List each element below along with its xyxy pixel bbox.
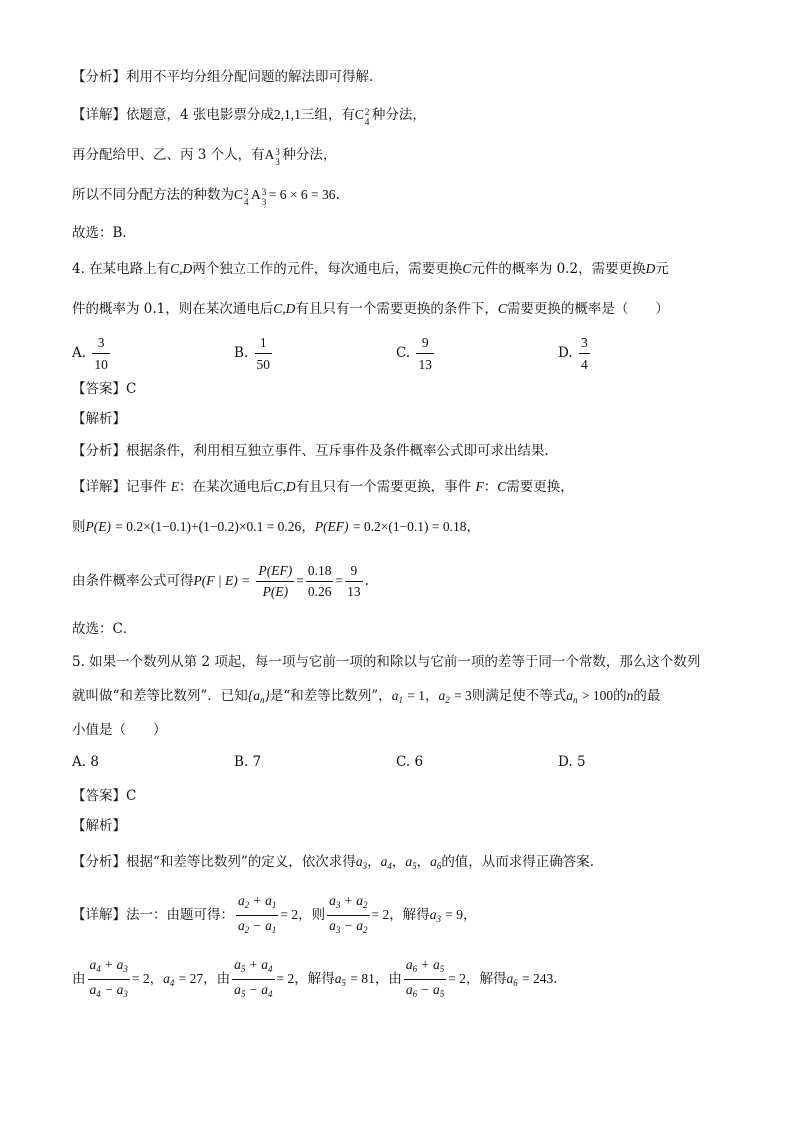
q4-calc1-expr: = 0.2×(1−0.1)+(1−0.2)×0.1 = 0.26	[115, 519, 302, 534]
q5-answer: 【答案】C	[72, 788, 137, 804]
q5-line2-end: .	[553, 971, 558, 987]
q5-option-b-letter: B.	[234, 754, 249, 770]
q4-calc-line1	[72, 517, 480, 537]
q5-analysis-terms: $a_3$，$a_4$，$a_5$，$a_6$	[355, 854, 442, 871]
q4-jiexi: 【解析】	[72, 411, 126, 427]
q5-line2-by3: 由	[388, 971, 402, 987]
q5-a1-value: = 1	[407, 688, 425, 703]
q4-option-b-letter: B.	[234, 345, 249, 361]
q4-option-c-fraction	[416, 332, 434, 375]
q4-calc2-f2-num: 0.18	[306, 561, 334, 582]
q4-stem1-d: 元件的概率为 0.2，需要更换	[471, 261, 646, 277]
q5-jiexi: 【解析】	[72, 818, 126, 834]
q4-stem2-cd: C,D	[273, 301, 296, 316]
q4-analysis: 【分析】根据条件，利用相互独立事件、互斥事件及条件概率公式即可求出结果.	[72, 443, 549, 459]
q4-stem-line1	[72, 259, 669, 279]
q5-eq4-rhs: = 2	[276, 971, 295, 986]
q4-detail-event-e: E	[170, 479, 180, 494]
q4-stem1-c: C	[462, 261, 472, 276]
q5-analysis-b: 的值，从而求得正确答案.	[441, 854, 595, 870]
q3-arrangement: A 3 3	[264, 147, 280, 167]
q4-detail-d: ：	[483, 479, 498, 495]
q5-a4-value: = 27	[178, 971, 204, 986]
q4-option-c-num: 9	[416, 332, 434, 354]
q4-calc2-fraction-3	[345, 561, 363, 602]
q3-detail-end: 种分法，	[371, 107, 426, 123]
q5-detail-b: ，则	[298, 907, 326, 923]
q5-option-d-letter: D.	[558, 754, 573, 770]
q4-calc2-f3-den: 13	[347, 584, 361, 599]
q4-option-c-letter: C.	[396, 345, 411, 361]
q4-option-b-den: 50	[256, 357, 271, 372]
q5-option-c-letter: C.	[396, 754, 411, 770]
q3-result: = 6 × 6 = 36	[268, 187, 336, 202]
q5-option-c-value: 6	[414, 754, 424, 770]
q5-frac-a2-a1: $\frac{a_2 + a_1}{a_2 - a_1}$	[238, 893, 277, 935]
q5-a4: $a_4$	[163, 971, 175, 988]
q5-n: n	[626, 688, 634, 703]
q4-calc2-fraction-2	[306, 561, 334, 602]
q5-eq2-rhs: = 2	[371, 907, 390, 922]
q4-calc2-lhs: P(F | E) =	[193, 573, 251, 588]
q4-detail	[72, 477, 574, 497]
q5-stem2-sep: ，	[424, 688, 439, 704]
q4-answer: 【答案】C	[72, 381, 137, 397]
q4-option-b-fraction	[255, 332, 273, 375]
q5-detail-line2: 由 $\frac{a_4 + a_3}{a_4 - a_3}$ = 2，$a_4 = 27$，由 $\frac{a_5 + a_4}{a_5 - a_4}$ = 2，解得$a_5 = 81$，由 $\frac{a_6 + a_5}{a_6 - a_5}$ = 2，解得$a_6 = 243$.	[72, 955, 558, 1006]
q4-calc2-f1-den: P(E)	[262, 584, 289, 599]
q5-line2-solve1: ，解得	[294, 971, 335, 987]
q5-detail-line1	[72, 891, 477, 942]
q5-option-d-value: 5	[576, 754, 586, 770]
q4-stem1-e: D	[645, 261, 656, 276]
q5-frac-a6-a5: $\frac{a_6 + a_5}{a_6 - a_5}$	[405, 957, 445, 999]
q4-calc2-end: .	[364, 573, 369, 589]
q5-stem2-a: 就叫做“和差等比数列”．已知	[72, 688, 248, 704]
q5-frac-a5-a4: $\frac{a_5 + a_4}{a_5 - a_4}$	[234, 957, 273, 999]
q4-calc2-f1-num: P(EF)	[256, 561, 294, 582]
q4-stem1-cd: C,D	[170, 261, 193, 276]
q5-a1: $a_1$	[391, 688, 403, 705]
q5-stem-line1: 5. 如果一个数列从第 2 项起，每一项与它前一项的和除以与它前一项的差等于同一个常数，那么这个数列	[72, 654, 701, 670]
q5-option-a	[72, 754, 99, 770]
q4-option-a-fraction	[92, 332, 110, 375]
q3-product: C 2 4 A 3 3	[234, 187, 267, 207]
q4-option-d-num: 3	[579, 332, 590, 354]
q4-stem2-c: C	[497, 301, 507, 316]
q3-detail-mid: 三组，有	[300, 107, 355, 123]
q5-a2-value: = 3	[454, 688, 472, 703]
q4-calc2-fraction-1	[256, 561, 294, 602]
q4-detail-cd: C,D	[273, 479, 296, 494]
q3-step3-end: .	[335, 187, 340, 203]
q5-a3-value: = 9	[445, 907, 464, 922]
q4-option-b	[234, 332, 274, 375]
q4-calc2-f2-den: 0.26	[307, 584, 332, 599]
q5-eq1-rhs: = 2	[280, 907, 299, 922]
q4-calc-line2: 由条件概率公式可得P(F | E) = $\frac{P(EF)}{P(E)}$ = $\frac{0.18}{0.26}$ = $\frac{9}{13}$ .	[72, 558, 369, 604]
q5-option-a-value: 8	[90, 754, 99, 770]
q5-detail-a: 【详解】法一：由题可得：	[72, 907, 234, 923]
q4-detail-c2: C	[497, 479, 507, 494]
q4-stem-line2	[72, 299, 669, 319]
q4-choice: 故选：C．	[72, 621, 137, 637]
q4-option-d-den: 4	[580, 357, 588, 372]
q5-a6-value: = 243	[522, 971, 554, 986]
q4-calc1-sep: ，	[301, 519, 315, 535]
q5-a3: $a_3$	[429, 907, 441, 924]
q4-option-d-letter: D.	[558, 345, 573, 361]
q4-option-b-num: 1	[255, 332, 273, 354]
q5-stem2-c: 则满足使不等式	[471, 688, 567, 704]
q4-calc1-a: 则	[72, 519, 86, 535]
q4-stem1-b: 两个独立工作的元件，每次通电后，需要更换	[192, 261, 463, 277]
q4-detail-b: ：在某次通电后	[179, 479, 274, 495]
q4-stem2-b: 有且只有一个需要更换的条件下，	[295, 301, 498, 317]
q5-frac-a3-a2: $\frac{a_3 + a_2}{a_3 - a_2}$	[329, 893, 368, 935]
q4-calc1-pe: P(E)	[85, 519, 111, 534]
q4-calc1-expr2: = 0.2×(1−0.1) = 0.18	[352, 519, 467, 534]
q4-stem1-f: 元	[655, 261, 669, 277]
q5-frac-a4-a3: $\frac{a_4 + a_3}{a_4 - a_3}$	[89, 957, 128, 999]
q4-detail-a: 【详解】记事件	[72, 479, 167, 495]
q5-stem2-d: 的	[613, 688, 627, 704]
q4-calc1-end: ，	[466, 519, 481, 535]
q4-option-a-letter: A.	[72, 345, 87, 361]
q5-an: $a_n$	[566, 688, 578, 705]
q4-option-a-den: 10	[94, 357, 108, 372]
q4-calc2-a: 由条件概率公式可得	[72, 573, 194, 589]
q4-option-c	[396, 332, 436, 375]
q5-sequence: $\{a_n\}$	[247, 688, 270, 705]
q5-stem2-b: 是“和差等比数列”，	[269, 688, 392, 704]
q5-line2-a: 由	[72, 971, 86, 987]
q3-combination: C 2 4	[354, 107, 370, 127]
q5-analysis-a: 【分析】根据“和差等比数列”的定义，依次求得	[72, 854, 356, 870]
q5-eq5-rhs: = 2	[448, 971, 466, 986]
q5-analysis	[72, 852, 594, 876]
q5-eq3-rhs: = 2	[131, 971, 150, 986]
q5-detail-end: ，	[463, 907, 477, 923]
q5-stem-line3: 小值是（ ）	[72, 722, 167, 738]
q5-inequality: > 100	[581, 688, 614, 703]
q4-stem2-d: 需要更换的概率是（ ）	[506, 301, 669, 317]
q4-detail-event-f: F	[475, 479, 484, 494]
q5-detail-c: ，解得	[389, 907, 430, 923]
q4-option-c-den: 13	[418, 357, 432, 372]
q3-analysis: 【分析】利用不平均分组分配问题的解法即可得解.	[72, 69, 374, 85]
q4-option-d-fraction	[579, 332, 590, 375]
q5-option-a-letter: A.	[72, 754, 87, 770]
q5-line2-solve2: ，解得	[465, 971, 507, 987]
q3-choice: 故选：B.	[72, 225, 127, 241]
q3-step3	[72, 185, 340, 205]
q4-stem1-a: 4. 在某电路上有	[72, 261, 171, 277]
q4-detail-e2: 需要更换，	[506, 479, 574, 495]
q5-option-b-value: 7	[252, 754, 262, 770]
q3-detail	[72, 105, 426, 125]
q3-detail-lead: 【详解】依题意，4 张电影票分成	[72, 107, 274, 123]
q5-line2-by2: 由	[216, 971, 231, 987]
q5-stem2-e: 的最	[633, 688, 661, 704]
q4-calc2-f3-num: 9	[345, 561, 363, 582]
q5-a5-value: = 81	[350, 971, 375, 986]
q5-a6: $a_6$	[506, 971, 518, 988]
q4-stem2-a: 件的概率为 0.1，则在某次通电后	[72, 301, 274, 317]
q3-groups: 2,1,1	[273, 107, 301, 122]
q4-option-a-num: 3	[92, 332, 110, 354]
q5-a5: $a_5$	[334, 971, 347, 988]
q5-option-d	[558, 754, 586, 770]
q3-step2-lead: 再分配给甲、乙、丙 3 个人，有	[72, 147, 265, 163]
q3-step2-end: 种分法，	[282, 147, 337, 163]
q3-step3-lead: 所以不同分配方法的种数为	[72, 187, 234, 203]
q5-a2: $a_2$	[438, 688, 450, 705]
q5-option-b	[234, 754, 261, 770]
q4-option-a	[72, 332, 112, 375]
q4-detail-c: 有且只有一个需要更换，事件	[295, 479, 472, 495]
q3-step2	[72, 145, 336, 165]
q5-stem-line2	[72, 686, 660, 710]
q4-calc1-pef: P(EF)	[314, 519, 349, 534]
q4-option-d	[558, 332, 592, 375]
q5-option-c	[396, 754, 423, 770]
